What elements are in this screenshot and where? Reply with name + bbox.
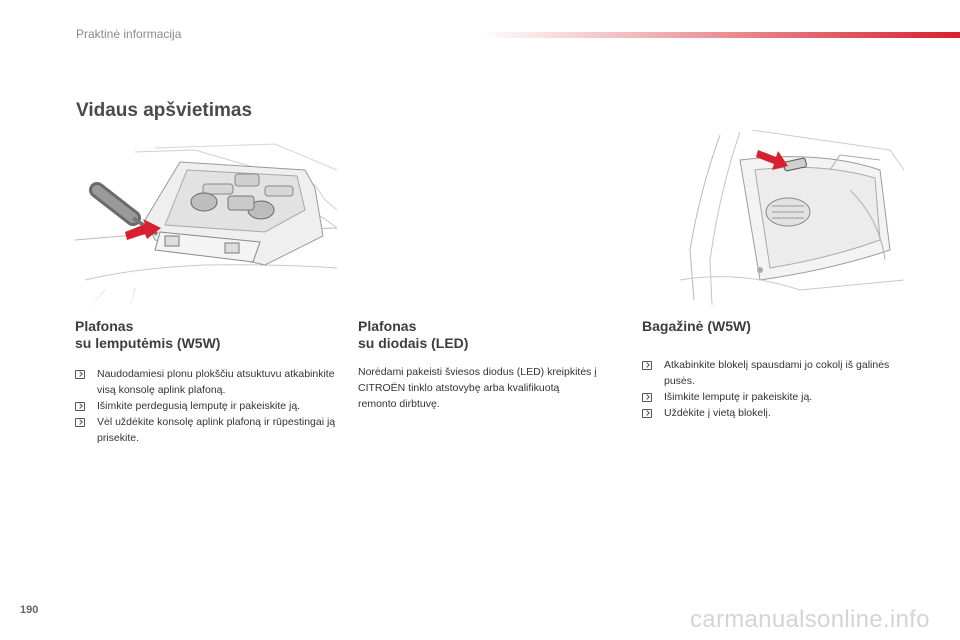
list-item [642, 357, 892, 389]
instruction-list [75, 366, 340, 446]
led-paragraph: Norėdami pakeisti šviesos diodus (LED) kreipkitės į CITROËN tinklo atstovybę arba kvalifikuotą remonto dirbtuvę. [358, 366, 597, 410]
list-item [75, 366, 340, 398]
column-heading-line: su diodais (LED) [358, 335, 469, 351]
page-title: Vidaus apšvietimas [76, 100, 253, 121]
list-item [642, 405, 892, 421]
column-heading [358, 318, 598, 352]
checkbox-bullet-icon [75, 370, 85, 379]
list-item [75, 398, 340, 414]
column-ceiling-bulbs [75, 318, 340, 446]
column-heading [642, 318, 892, 335]
column-heading-line: Bagažinė (W5W) [642, 318, 751, 334]
column-heading [75, 318, 340, 352]
list-item-text: Naudodamiesi plonu plokščiu atsuktuvu atkabinkite visą konsolę aplink plafoną. [97, 368, 335, 396]
checkbox-bullet-icon [642, 361, 652, 370]
column-trunk [642, 318, 892, 421]
column-ceiling-led [358, 318, 598, 412]
header-section-label: Praktinė informacija [76, 27, 182, 41]
trunk-lamp-illustration [680, 130, 904, 308]
list-item-text: Atkabinkite blokelį spausdami jo cokolį iš galinės pusės. [664, 359, 890, 387]
list-item-text: Vėl uždėkite konsolę aplink plafoną ir rūpestingai ją prisekite. [97, 416, 336, 444]
ceiling-console-illustration [75, 140, 337, 308]
checkbox-bullet-icon [642, 409, 652, 418]
list-item-text: Išimkite lemputę ir pakeiskite ją. [664, 391, 813, 403]
list-item-text: Uždėkite į vietą blokelį. [664, 407, 771, 419]
list-item [75, 414, 340, 446]
list-item [642, 389, 892, 405]
checkbox-bullet-icon [75, 418, 85, 427]
column-heading-line: Plafonas [75, 318, 134, 334]
header-accent-bar [478, 32, 960, 38]
checkbox-bullet-icon [75, 402, 85, 411]
checkbox-bullet-icon [642, 393, 652, 402]
watermark: carmanualsonline.info [690, 606, 930, 633]
column-heading-line: Plafonas [358, 318, 417, 334]
column-heading-line: su lemputėmis (W5W) [75, 335, 221, 351]
list-item-text: Išimkite perdegusią lemputę ir pakeiskite ją. [97, 400, 301, 412]
page-number: 190 [20, 604, 39, 616]
instruction-list [642, 357, 892, 421]
